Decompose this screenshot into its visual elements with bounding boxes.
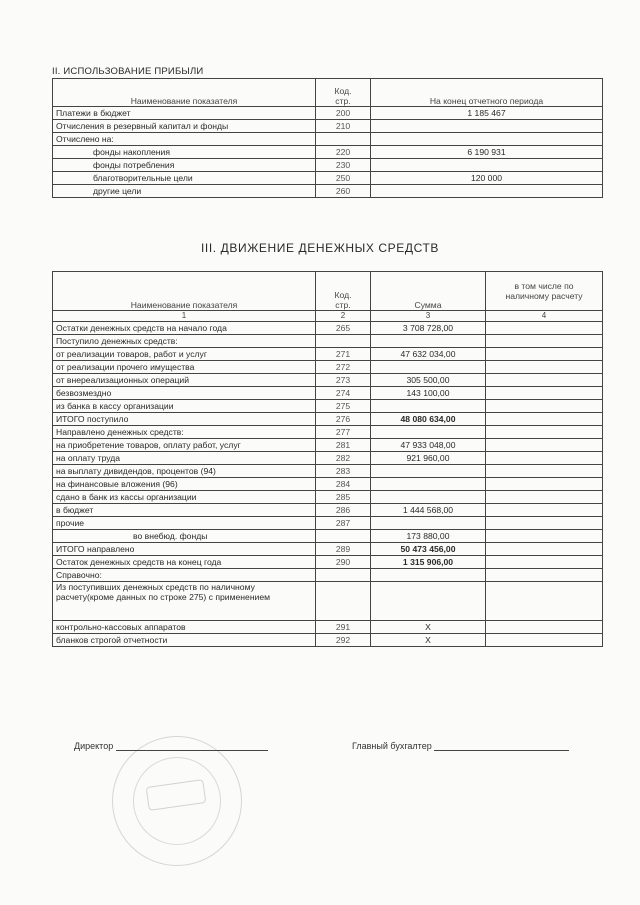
row-name: прочие xyxy=(53,517,316,530)
row-code: 272 xyxy=(316,361,371,374)
table-row xyxy=(53,185,603,198)
row-value xyxy=(371,120,603,133)
row-code: 265 xyxy=(316,322,371,335)
table-row xyxy=(53,107,603,120)
row-sum: 3 708 728,00 xyxy=(371,322,486,335)
table-row xyxy=(53,413,603,426)
row-name: контрольно-кассовых аппаратов xyxy=(53,621,316,634)
row-name: благотворительные цели xyxy=(53,172,316,185)
column-number: 2 xyxy=(316,311,371,322)
row-sum xyxy=(371,517,486,530)
row-name: в бюджет xyxy=(53,504,316,517)
profit-usage-table xyxy=(52,78,603,198)
row-name: Отчисления в резервный капитал и фонды xyxy=(53,120,316,133)
table-row xyxy=(53,621,603,634)
row-name: Поступило денежных средств: xyxy=(53,335,316,348)
row-name: ИТОГО поступило xyxy=(53,413,316,426)
row-name: ИТОГО направлено xyxy=(53,543,316,556)
row-name: сдано в банк из кассы организации xyxy=(53,491,316,504)
header-name: Наименование показателя xyxy=(53,79,316,107)
table-row xyxy=(53,159,603,172)
row-name: фонды накопления xyxy=(53,146,316,159)
table-row xyxy=(53,361,603,374)
table-row xyxy=(53,543,603,556)
table-row xyxy=(53,478,603,491)
row-code: 285 xyxy=(316,491,371,504)
row-sum xyxy=(371,361,486,374)
table-row xyxy=(53,517,603,530)
row-sum: 143 100,00 xyxy=(371,387,486,400)
table-row xyxy=(53,426,603,439)
row-code: 277 xyxy=(316,426,371,439)
row-sum: 921 960,00 xyxy=(371,452,486,465)
row-name: Из поступивших денежных средств по наличному расчету(кроме данных по строке 275) с применением xyxy=(53,582,316,621)
column-number: 3 xyxy=(371,311,486,322)
table-row xyxy=(53,146,603,159)
table-row xyxy=(53,556,603,569)
table-row xyxy=(53,452,603,465)
row-sum xyxy=(371,478,486,491)
accountant-signature xyxy=(352,740,569,751)
row-sum: X xyxy=(371,621,486,634)
header-name: Наименование показателя xyxy=(53,272,316,311)
row-code: 273 xyxy=(316,374,371,387)
row-code: 271 xyxy=(316,348,371,361)
row-name: на оплату труда xyxy=(53,452,316,465)
row-cash xyxy=(486,374,603,387)
row-cash xyxy=(486,465,603,478)
row-sum: X xyxy=(371,634,486,647)
table-row xyxy=(53,387,603,400)
table-row xyxy=(53,491,603,504)
row-code: 289 xyxy=(316,543,371,556)
row-code: 286 xyxy=(316,504,371,517)
row-cash xyxy=(486,569,603,582)
row-sum xyxy=(371,582,486,621)
row-cash xyxy=(486,582,603,621)
row-name: бланков строгой отчетности xyxy=(53,634,316,647)
header-sum: Сумма xyxy=(371,272,486,311)
table-row xyxy=(53,439,603,452)
header-code: Код. стр. xyxy=(316,272,371,311)
row-code: 291 xyxy=(316,621,371,634)
column-number: 4 xyxy=(486,311,603,322)
row-code: 282 xyxy=(316,452,371,465)
table-row xyxy=(53,348,603,361)
row-name: на выплату дивидендов, процентов (94) xyxy=(53,465,316,478)
row-code: 284 xyxy=(316,478,371,491)
table-row xyxy=(53,322,603,335)
row-cash xyxy=(486,543,603,556)
column-number: 1 xyxy=(53,311,316,322)
row-code: 274 xyxy=(316,387,371,400)
cash-flow-table xyxy=(52,271,603,647)
row-sum xyxy=(371,569,486,582)
row-name: Направлено денежных средств: xyxy=(53,426,316,439)
row-cash xyxy=(486,634,603,647)
director-signature-line xyxy=(116,740,268,751)
row-code xyxy=(316,530,371,543)
row-sum xyxy=(371,491,486,504)
row-cash xyxy=(486,426,603,439)
row-name: Справочно: xyxy=(53,569,316,582)
row-code xyxy=(316,569,371,582)
row-value xyxy=(371,133,603,146)
row-name: фонды потребления xyxy=(53,159,316,172)
table-row xyxy=(53,172,603,185)
row-value: 6 190 931 xyxy=(371,146,603,159)
row-code xyxy=(316,582,371,621)
row-cash xyxy=(486,556,603,569)
company-stamp xyxy=(112,736,242,866)
row-cash xyxy=(486,439,603,452)
row-code xyxy=(316,133,371,146)
row-sum: 48 080 634,00 xyxy=(371,413,486,426)
row-name: на финансовые вложения (96) xyxy=(53,478,316,491)
header-code: Код. стр. xyxy=(316,79,371,107)
table-row xyxy=(53,400,603,413)
row-sum: 1 444 568,00 xyxy=(371,504,486,517)
row-value xyxy=(371,159,603,172)
row-name: от реализации товаров, работ и услуг xyxy=(53,348,316,361)
row-code: 220 xyxy=(316,146,371,159)
section-2-title: II. ИСПОЛЬЗОВАНИЕ ПРИБЫЛИ xyxy=(52,66,204,77)
table-row xyxy=(53,465,603,478)
table-row xyxy=(53,569,603,582)
row-cash xyxy=(486,361,603,374)
row-cash xyxy=(486,335,603,348)
row-sum xyxy=(371,400,486,413)
row-sum xyxy=(371,335,486,348)
row-code xyxy=(316,335,371,348)
table-row xyxy=(53,120,603,133)
accountant-signature-line xyxy=(434,740,569,751)
header-cash: в том числе по наличному расчету xyxy=(486,272,603,311)
row-code: 287 xyxy=(316,517,371,530)
row-sum: 173 880,00 xyxy=(371,530,486,543)
row-cash xyxy=(486,478,603,491)
row-name: от внереализационных операций xyxy=(53,374,316,387)
row-code: 281 xyxy=(316,439,371,452)
row-cash xyxy=(486,530,603,543)
accountant-label: Главный бухгалтер xyxy=(352,741,432,751)
row-cash xyxy=(486,491,603,504)
row-cash xyxy=(486,413,603,426)
row-sum: 47 632 034,00 xyxy=(371,348,486,361)
row-code: 210 xyxy=(316,120,371,133)
section-3-title: III. ДВИЖЕНИЕ ДЕНЕЖНЫХ СРЕДСТВ xyxy=(200,241,440,255)
row-name: из банка в кассу организации xyxy=(53,400,316,413)
row-code: 200 xyxy=(316,107,371,120)
table-row xyxy=(53,374,603,387)
row-sum: 47 933 048,00 xyxy=(371,439,486,452)
row-sum: 1 315 906,00 xyxy=(371,556,486,569)
row-code: 260 xyxy=(316,185,371,198)
table-row xyxy=(53,133,603,146)
row-code: 276 xyxy=(316,413,371,426)
row-value xyxy=(371,185,603,198)
row-code: 283 xyxy=(316,465,371,478)
row-code: 230 xyxy=(316,159,371,172)
row-name: Остаток денежных средств на конец года xyxy=(53,556,316,569)
row-cash xyxy=(486,452,603,465)
director-label: Директор xyxy=(74,741,114,751)
row-name: другие цели xyxy=(53,185,316,198)
row-name: Отчислено на: xyxy=(53,133,316,146)
director-signature xyxy=(74,740,268,751)
row-cash xyxy=(486,348,603,361)
row-name: во внебюд. фонды xyxy=(53,530,316,543)
row-cash xyxy=(486,400,603,413)
row-code: 250 xyxy=(316,172,371,185)
row-name: на приобретение товаров, оплату работ, услуг xyxy=(53,439,316,452)
row-value: 1 185 467 xyxy=(371,107,603,120)
row-sum: 305 500,00 xyxy=(371,374,486,387)
row-cash xyxy=(486,621,603,634)
table-row xyxy=(53,530,603,543)
row-code: 290 xyxy=(316,556,371,569)
row-cash xyxy=(486,387,603,400)
row-code: 275 xyxy=(316,400,371,413)
row-name: Остатки денежных средств на начало года xyxy=(53,322,316,335)
row-name: от реализации прочего имущества xyxy=(53,361,316,374)
row-sum xyxy=(371,426,486,439)
table-row xyxy=(53,634,603,647)
table-row xyxy=(53,582,603,621)
table-row xyxy=(53,335,603,348)
row-sum xyxy=(371,465,486,478)
table-row xyxy=(53,504,603,517)
row-sum: 50 473 456,00 xyxy=(371,543,486,556)
row-value: 120 000 xyxy=(371,172,603,185)
row-cash xyxy=(486,517,603,530)
row-code: 292 xyxy=(316,634,371,647)
row-name: Платежи в бюджет xyxy=(53,107,316,120)
row-cash xyxy=(486,504,603,517)
row-cash xyxy=(486,322,603,335)
row-name: безвозмездно xyxy=(53,387,316,400)
header-end-period: На конец отчетного периода xyxy=(371,79,603,107)
